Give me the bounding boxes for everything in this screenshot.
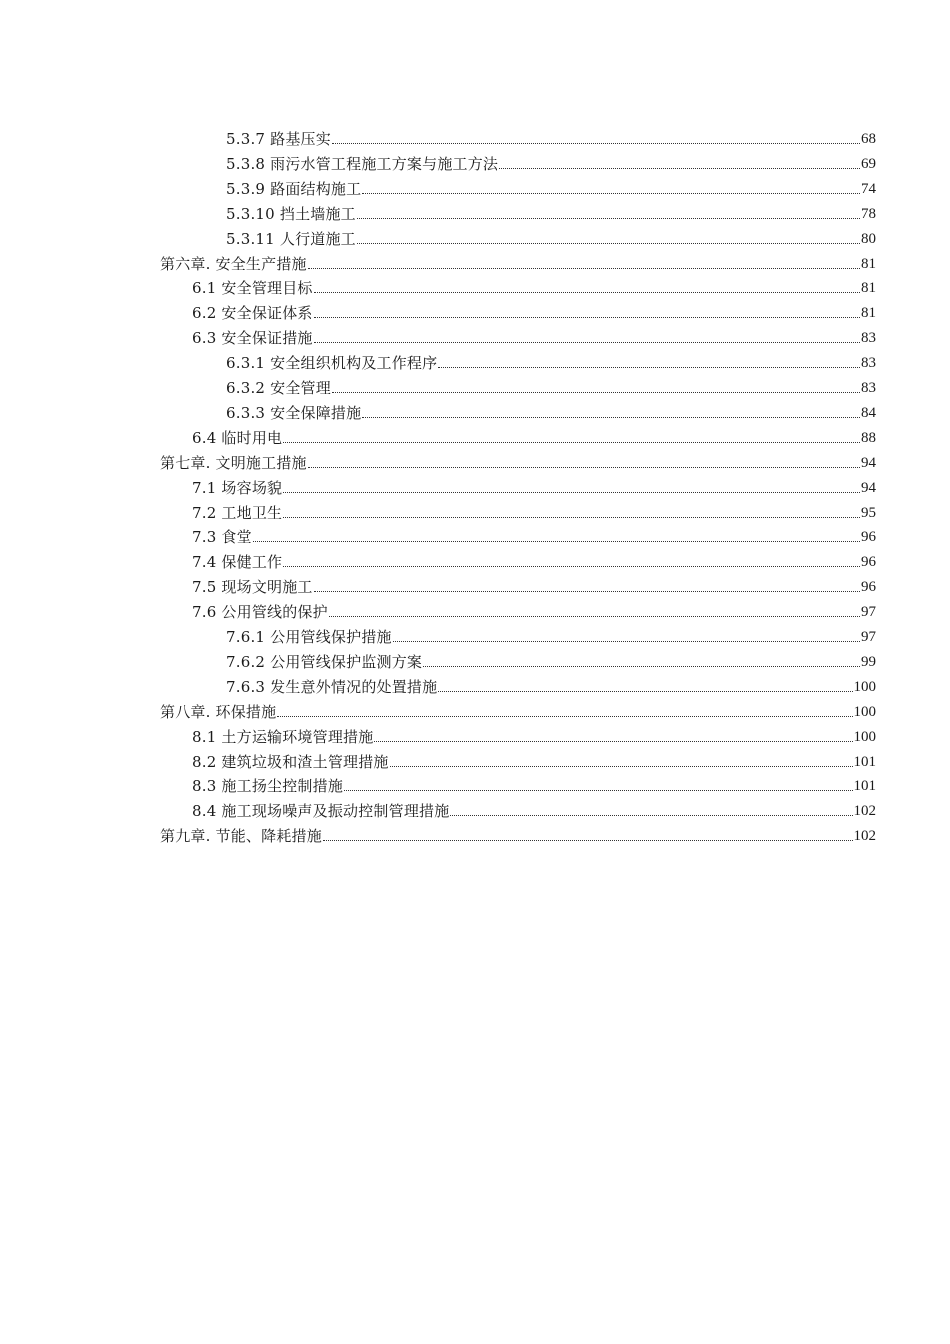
toc-entry-page-number: 96 xyxy=(861,579,876,596)
toc-dot-leader xyxy=(253,541,860,542)
toc-dot-leader xyxy=(450,815,852,816)
toc-entry-page-number: 83 xyxy=(861,380,876,396)
toc-entry-page-number: 100 xyxy=(853,678,876,695)
toc-entry[interactable] xyxy=(192,722,876,746)
toc-dot-leader xyxy=(314,591,860,592)
toc-dot-leader xyxy=(423,666,860,667)
toc-entry[interactable] xyxy=(226,398,876,422)
toc-entry-label: 7.6.3 发生意外情况的处置措施 xyxy=(226,677,438,696)
toc-entry-page-number: 81 xyxy=(861,305,876,322)
toc-entry[interactable] xyxy=(160,448,876,472)
toc-entry-label: 7.1 场容场貌 xyxy=(192,478,283,497)
toc-dot-leader xyxy=(438,691,852,692)
toc-entry-label: 8.3 施工扬尘控制措施 xyxy=(192,777,344,796)
toc-entry-label: 7.3 食堂 xyxy=(192,528,252,547)
toc-entry[interactable] xyxy=(192,796,876,820)
toc-entry[interactable] xyxy=(160,249,876,273)
toc-entry-label: 7.2 工地卫生 xyxy=(192,503,283,522)
toc-entry-page-number: 102 xyxy=(853,828,876,845)
toc-dot-leader xyxy=(332,143,860,144)
toc-dot-leader xyxy=(438,367,860,368)
toc-entry-label: 第六章. 安全生产措施 xyxy=(160,254,307,273)
toc-entry-page-number: 80 xyxy=(861,230,876,247)
toc-dot-leader xyxy=(283,492,860,493)
toc-entry-page-number: 81 xyxy=(861,280,876,297)
toc-entry[interactable] xyxy=(226,348,876,372)
toc-entry-label: 7.6 公用管线的保护 xyxy=(192,603,328,622)
toc-entry-label: 5.3.10 挡土墙施工 xyxy=(226,204,356,223)
toc-entry[interactable] xyxy=(226,224,876,248)
toc-entry[interactable] xyxy=(226,199,876,223)
toc-entry-page-number: 84 xyxy=(861,404,876,421)
toc-dot-leader xyxy=(357,243,860,244)
toc-entry-page-number: 96 xyxy=(861,529,876,546)
toc-dot-leader xyxy=(344,790,852,791)
toc-entry-page-number: 101 xyxy=(853,778,876,795)
toc-entry-page-number: 81 xyxy=(861,255,876,272)
toc-entry[interactable] xyxy=(192,747,876,771)
toc-dot-leader xyxy=(314,317,860,318)
toc-entry[interactable] xyxy=(160,821,876,845)
toc-entry-label: 6.3.3 安全保障措施 xyxy=(226,403,362,422)
toc-entry-label: 7.4 保健工作 xyxy=(192,553,283,572)
toc-entry[interactable] xyxy=(192,547,876,571)
toc-dot-leader xyxy=(332,392,860,393)
toc-dot-leader xyxy=(314,342,860,343)
toc-entry-page-number: 83 xyxy=(861,355,876,372)
toc-entry-page-number: 74 xyxy=(861,180,876,197)
toc-entry-page-number: 99 xyxy=(861,653,876,670)
toc-entry-label: 6.3.1 安全组织机构及工作程序 xyxy=(226,354,438,373)
toc-dot-leader xyxy=(329,616,860,617)
toc-entry-page-number: 97 xyxy=(861,629,876,645)
toc-entry-label: 6.3.2 安全管理 xyxy=(226,379,331,397)
toc-dot-leader xyxy=(374,741,852,742)
toc-entry-page-number: 101 xyxy=(853,753,876,770)
toc-dot-leader xyxy=(277,716,852,717)
toc-entry-page-number: 83 xyxy=(861,330,876,347)
toc-entry[interactable] xyxy=(192,572,876,596)
toc-entry[interactable] xyxy=(192,298,876,322)
toc-dot-leader xyxy=(390,766,853,767)
toc-entry-label: 5.3.11 人行道施工 xyxy=(226,229,356,248)
toc-dot-leader xyxy=(362,417,860,418)
toc-entry-label: 5.3.8 雨污水管工程施工方案与施工方法 xyxy=(226,154,499,173)
toc-entry-label: 5.3.9 路面结构施工 xyxy=(226,179,362,198)
toc-entry-label: 6.1 安全管理目标 xyxy=(192,279,313,298)
toc-dot-leader xyxy=(308,467,860,468)
toc-entry-page-number: 100 xyxy=(853,728,876,745)
toc-entry[interactable] xyxy=(226,149,876,173)
toc-entry-page-number: 96 xyxy=(861,554,876,571)
toc-dot-leader xyxy=(308,268,860,269)
toc-entry-label: 8.1 土方运输环境管理措施 xyxy=(192,727,374,746)
toc-entry[interactable] xyxy=(192,273,876,297)
toc-dot-leader xyxy=(357,218,860,219)
toc-dot-leader xyxy=(283,442,860,443)
toc-entry-label: 第七章. 文明施工措施 xyxy=(160,453,307,472)
toc-entry-label: 7.6.2 公用管线保护监测方案 xyxy=(226,652,423,671)
toc-entry[interactable] xyxy=(226,174,876,198)
toc-entry[interactable] xyxy=(192,522,876,546)
toc-entry[interactable] xyxy=(226,622,876,646)
toc-entry[interactable] xyxy=(192,597,876,621)
toc-entry-page-number: 95 xyxy=(861,504,876,521)
toc-entry-page-number: 100 xyxy=(853,703,876,720)
toc-entry[interactable] xyxy=(226,672,876,696)
toc-dot-leader xyxy=(323,840,853,841)
toc-entry-label: 6.3 安全保证措施 xyxy=(192,329,313,348)
toc-entry-page-number: 68 xyxy=(861,131,876,147)
toc-entry-label: 第八章. 环保措施 xyxy=(160,702,277,721)
toc-entry[interactable] xyxy=(192,498,876,522)
toc-entry-page-number: 102 xyxy=(853,803,876,820)
toc-dot-leader xyxy=(499,168,860,169)
toc-entry[interactable] xyxy=(226,647,876,671)
toc-entry-page-number: 97 xyxy=(861,604,876,621)
toc-entry-page-number: 94 xyxy=(861,454,876,471)
toc-entry[interactable] xyxy=(192,473,876,497)
toc-entry-label: 7.5 现场文明施工 xyxy=(192,578,313,597)
toc-entry[interactable] xyxy=(160,697,876,721)
toc-dot-leader xyxy=(314,292,860,293)
toc-entry[interactable] xyxy=(226,124,876,148)
toc-entry-page-number: 94 xyxy=(861,479,876,496)
toc-entry[interactable] xyxy=(226,373,876,397)
toc-dot-leader xyxy=(393,641,860,642)
toc-entry-page-number: 78 xyxy=(861,205,876,222)
toc-entry-label: 8.2 建筑垃圾和渣土管理措施 xyxy=(192,752,389,771)
toc-dot-leader xyxy=(283,517,860,518)
toc-entry-label: 6.2 安全保证体系 xyxy=(192,304,313,323)
toc-entry[interactable] xyxy=(192,323,876,347)
toc-dot-leader xyxy=(283,566,860,567)
toc-entry[interactable] xyxy=(192,771,876,795)
toc-dot-leader xyxy=(362,193,860,194)
toc-entry-label: 6.4 临时用电 xyxy=(192,428,283,447)
toc-entry-label: 7.6.1 公用管线保护措施 xyxy=(226,628,392,646)
toc-entry-label: 5.3.7 路基压实 xyxy=(226,130,331,148)
toc-entry[interactable] xyxy=(192,423,876,447)
toc-entry-page-number: 69 xyxy=(861,155,876,172)
toc-entry-label: 8.4 施工现场噪声及振动控制管理措施 xyxy=(192,802,450,821)
toc-entry-label: 第九章. 节能、降耗措施 xyxy=(160,827,322,846)
toc-entry-page-number: 88 xyxy=(861,429,876,446)
